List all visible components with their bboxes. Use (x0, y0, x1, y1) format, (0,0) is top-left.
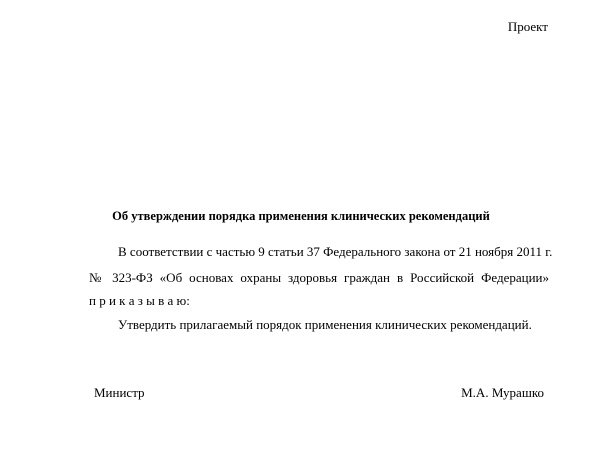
document-title: Об утверждении порядка применения клинических рекомендаций (112, 209, 490, 223)
signature-position: Министр (94, 385, 145, 400)
paragraph-line-4: Утвердить прилагаемый порядок применения клинических рекомендаций. (118, 317, 532, 332)
paragraph-line-2: № 323-ФЗ «Об основах охраны здоровья граждан в Российской Федерации» (89, 270, 549, 285)
order-phrase: п р и к а з ы в а ю: (89, 293, 190, 308)
paragraph-line-1: В соответствии с частью 9 статьи 37 Федерального закона от 21 ноября 2011 г. (118, 244, 553, 259)
signature-name: М.А. Мурашко (461, 385, 544, 400)
draft-stamp: Проект (507, 19, 548, 34)
